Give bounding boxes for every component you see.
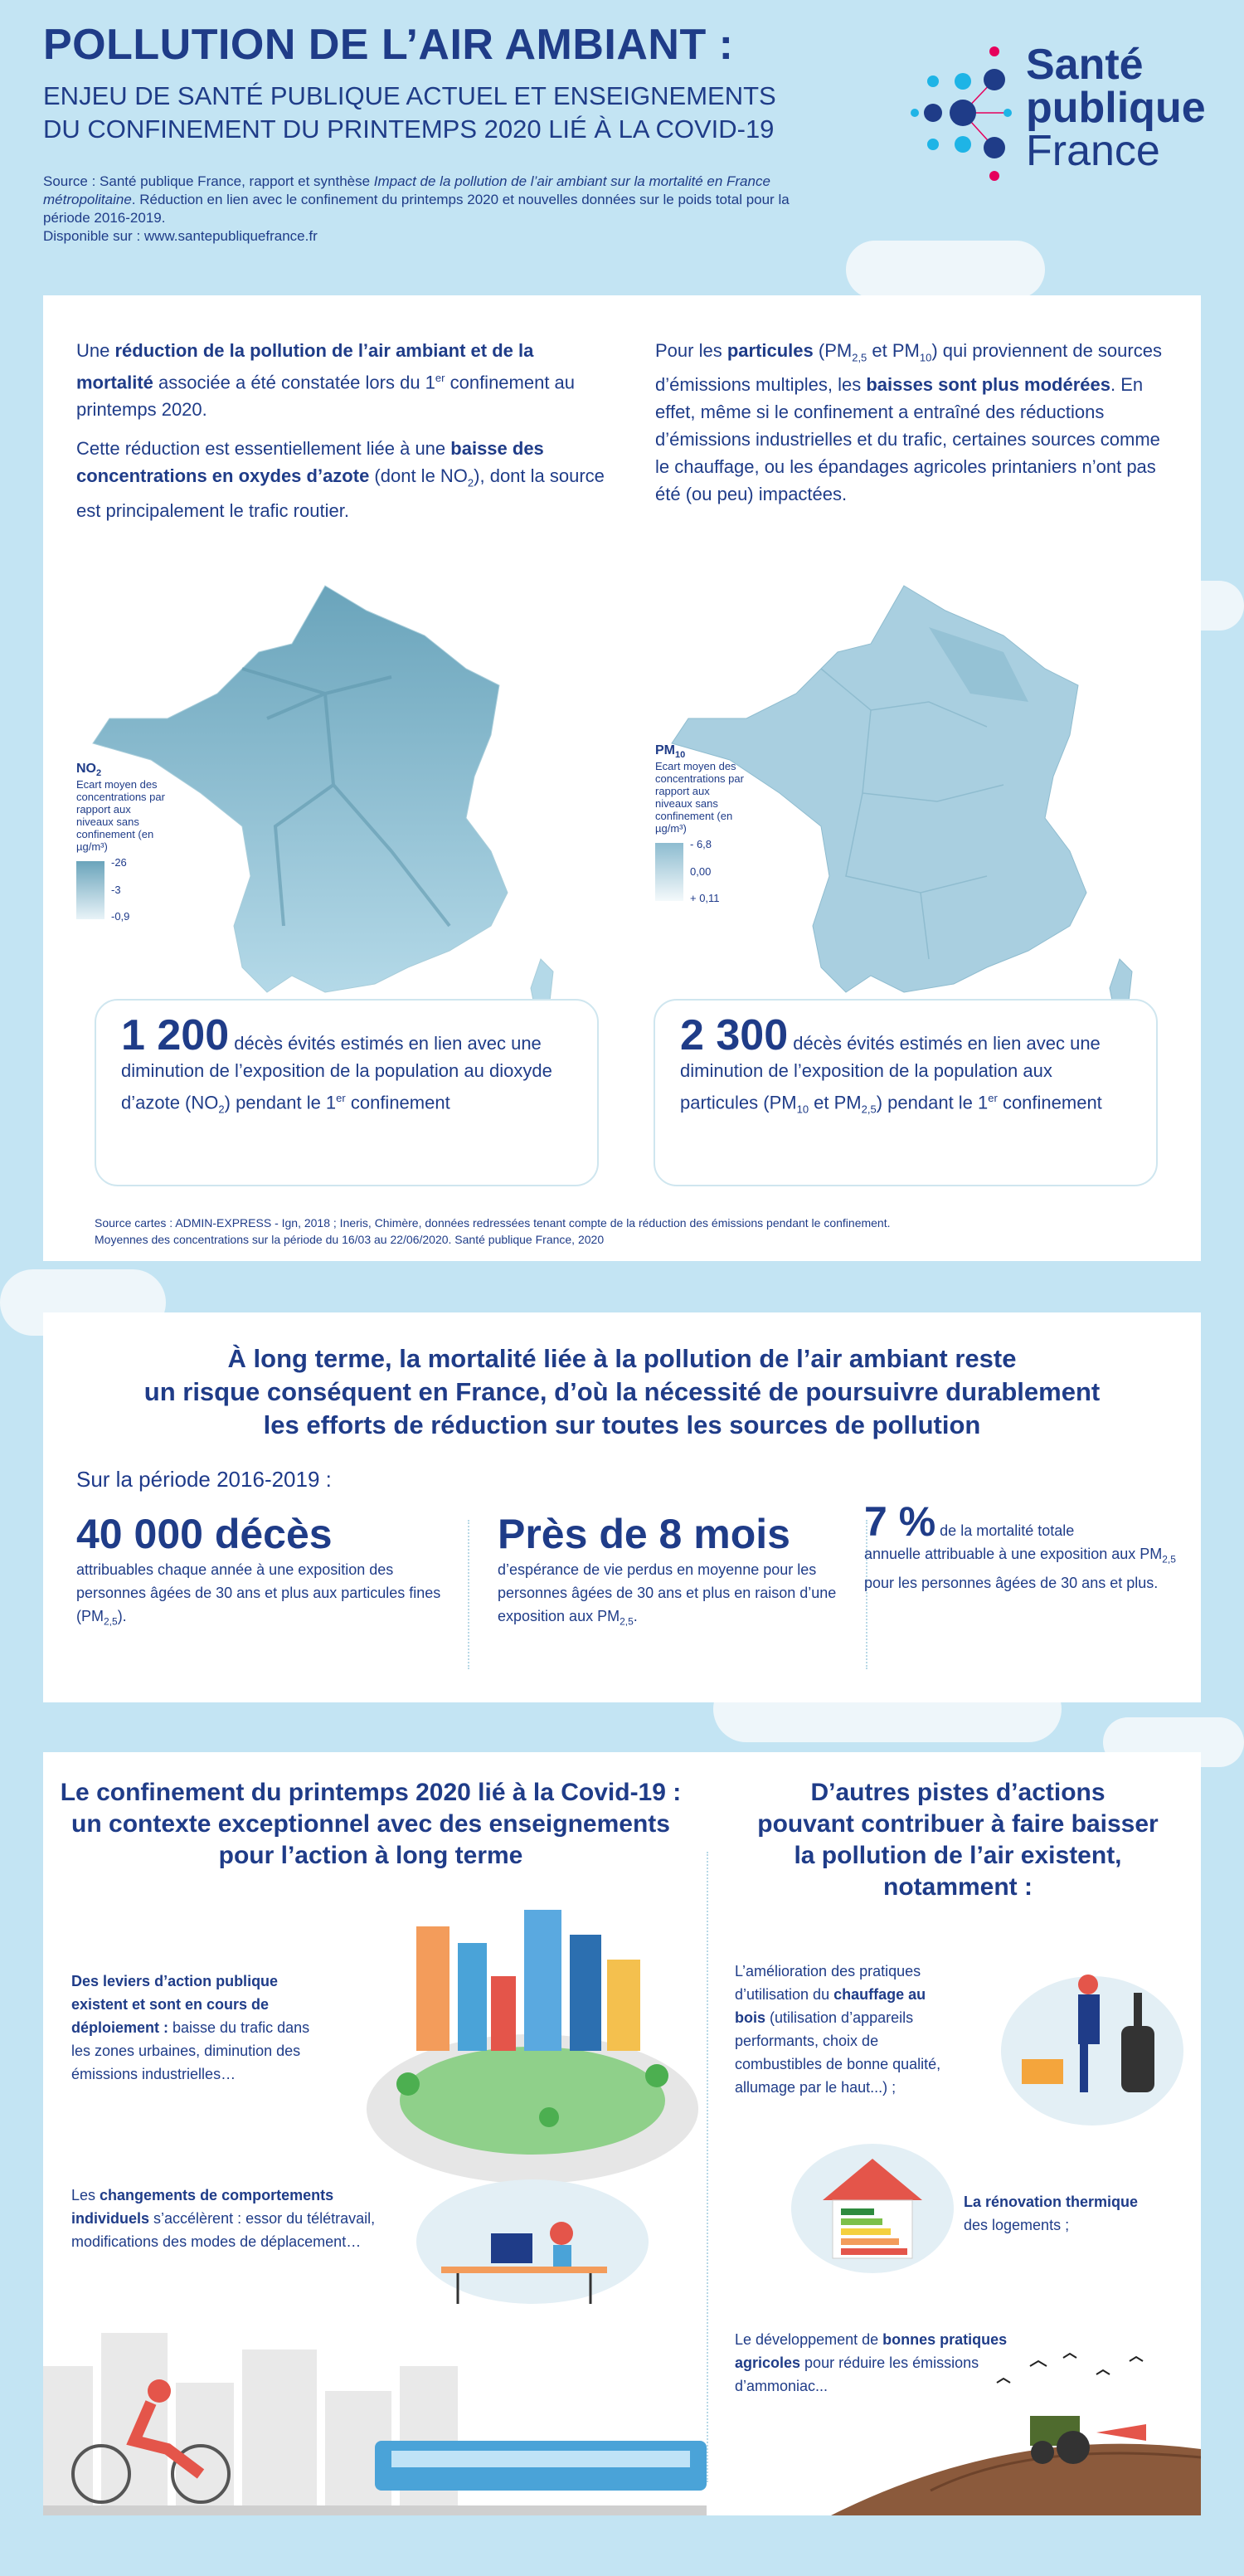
cyclist-and-tram-icon (43, 2316, 707, 2515)
sante-publique-france-logo (908, 32, 1207, 197)
text: décès évités estimés en lien avec une diminution de l’exposition de la population aux particules (PM (680, 1033, 1101, 1113)
text: ). (117, 1608, 127, 1624)
stat-number: 1 200 (121, 1011, 230, 1059)
legend-tick: + 0,11 (690, 892, 720, 905)
text-sub: 10 (796, 1103, 809, 1116)
title-line: pour l’action à long terme (218, 1842, 523, 1869)
stat-number: 2 300 (680, 1011, 789, 1059)
logo-line: Santé (1026, 41, 1144, 89)
stat-big: Près de 8 mois (498, 1511, 790, 1557)
thermal-renovation-item (964, 2190, 1204, 2237)
text: associée a été constatée lors du 1 (153, 372, 435, 393)
stat-big: 7 % (864, 1498, 936, 1545)
headline-line: les efforts de réduction sur toutes les sources de pollution (263, 1410, 981, 1439)
text-strong: baisse des concentrations en oxydes d’azote (76, 438, 544, 487)
legend-title (655, 743, 746, 760)
page-title: POLLUTION DE L’AIR AMBIANT : (43, 21, 734, 69)
section-confinement-impact (43, 295, 1201, 1261)
paragraph (76, 435, 607, 523)
legend-no2 (76, 762, 168, 923)
legend-title-text: PM (655, 743, 675, 757)
title-line: Le confinement du printemps 2020 lié à la Covid-19 : (60, 1779, 682, 1806)
page-subtitle (43, 80, 872, 146)
source-report-title: Impact de la pollution de l’air ambiant sur la mortalité en France métropolitaine (43, 173, 770, 207)
map-no2 (76, 577, 590, 1042)
tractor-field-illustration-icon (831, 2350, 1201, 2515)
behaviour-item (71, 2184, 403, 2253)
long-term-headline (43, 1342, 1201, 1442)
legend-title-sub: 10 (675, 750, 686, 761)
text: des logements ; (964, 2217, 1070, 2233)
stat-mortality-share (864, 1498, 1179, 1595)
text-sup: er (988, 1092, 998, 1104)
legend-title (76, 762, 168, 778)
logo-line: publique (1026, 84, 1206, 132)
map-caption (95, 1215, 1173, 1248)
title-line: pouvant contribuer à faire baisser (757, 1810, 1159, 1838)
text: attribuables chaque année à une exposition des personnes âgées de 30 ans et plus aux particules fines (PM (76, 1561, 441, 1624)
text: de la mortalité totale (935, 1522, 1075, 1539)
text: et PM (809, 1092, 862, 1113)
legend-title-sub: 2 (96, 768, 102, 779)
text-sub: 2,5 (620, 1615, 634, 1628)
text-sub: 2,5 (852, 351, 867, 364)
headline-line: un risque conséquent en France, d’où la nécessité de poursuivre durablement (143, 1377, 1101, 1406)
text: ) qui proviennent de sources d’émissions multiples, les (655, 340, 1162, 396)
text: annuelle attribuable à une exposition aux PM (864, 1546, 1163, 1562)
section-lessons (43, 1752, 1201, 2515)
telework-illustration-icon (408, 2175, 649, 2308)
text-strong: baisses sont plus modérées (866, 374, 1110, 396)
source-text: Source : Santé publique France, rapport et synthèse (43, 173, 374, 189)
source-link[interactable]: Disponible sur : www.santepubliquefrance.fr (43, 228, 318, 244)
logo-wordmark (1026, 43, 1206, 173)
divider (468, 1520, 469, 1669)
paragraph (655, 337, 1169, 508)
text-sup: er (336, 1092, 346, 1104)
text: Cette réduction est essentiellement liée à une (76, 438, 451, 460)
text: Une (76, 340, 115, 361)
text: d’espérance de vie perdus en moyenne pour les personnes âgées de 30 ans et plus en raison d’une exposition aux PM (498, 1561, 837, 1624)
text-sub: 2,5 (861, 1103, 877, 1116)
text: ), dont la source est principalement le trafic routier. (76, 465, 605, 521)
text: L’amélioration des pratiques d’utilisation du (735, 1963, 921, 2003)
city-illustration-icon (358, 1893, 707, 2192)
stat-deaths (76, 1510, 458, 1634)
stat-desc (498, 1558, 854, 1634)
text-sub: 2 (467, 476, 474, 489)
period-label: Sur la période 2016-2019 : (76, 1467, 332, 1492)
stat-desc (864, 1498, 1179, 1595)
text: (utilisation d’appareils performants, choix de combustibles de bonne qualité, allumage par le haut...) ; (735, 2009, 941, 2096)
title-line: un contexte exceptionnel avec des enseignements (71, 1810, 670, 1838)
headline-line: À long terme, la mortalité liée à la pollution de l’air ambiant reste (227, 1344, 1017, 1373)
text-strong: changements de comportements individuels (71, 2187, 334, 2227)
text-strong: chauffage au bois (735, 1986, 926, 2026)
legend-tick: - 6,8 (690, 838, 712, 851)
text-strong: particules (726, 340, 814, 361)
text-sub: 2 (218, 1103, 225, 1116)
house-energy-label-icon (790, 2142, 955, 2275)
text-strong: Des leviers d’action publique existent et sont en cours de déploiement : (71, 1973, 279, 2036)
stat-box-pm (654, 999, 1158, 1186)
subtitle-line: ENJEU DE SANTÉ PUBLIQUE ACTUEL ET ENSEIGNEMENTS (43, 81, 776, 110)
text: ) pendant le 1 (224, 1092, 337, 1113)
text: et PM (867, 340, 920, 361)
title-line: notamment : (883, 1873, 1033, 1901)
stat-desc (76, 1558, 458, 1634)
stat-big: 40 000 décès (76, 1511, 333, 1557)
stat-life-expectancy (498, 1510, 854, 1634)
legend-gradient (76, 861, 104, 919)
text: Les (71, 2187, 100, 2203)
map-pm10 (655, 577, 1169, 1042)
text: (dont le NO (369, 465, 468, 487)
text: . (633, 1608, 638, 1624)
text: pour réduire les émissions d’ammoniac... (735, 2354, 979, 2394)
text: . En effet, même si le confinement a entraîné des réductions d’émissions industrielles et du trafic, certaines sources comme le chauffage, ou les épandages agricoles printaniers n’ont pas été (ou peu) impactées. (655, 374, 1160, 505)
title-line: la pollution de l’air existent, (794, 1842, 1122, 1869)
logo-line: France (1026, 127, 1160, 175)
cloud-decoration (846, 241, 1045, 299)
text-sub: 10 (919, 351, 932, 364)
text: confinement au printemps 2020. (76, 372, 576, 421)
subtitle-line: DU CONFINEMENT DU PRINTEMPS 2020 LIÉ À LA COVID-19 (43, 114, 775, 144)
legend-tick: 0,00 (690, 864, 712, 878)
text-sub: 2,5 (104, 1615, 118, 1628)
divider (707, 1852, 708, 2482)
source-note (43, 173, 839, 246)
legend-pm10 (655, 743, 746, 904)
text: confinement (997, 1092, 1102, 1113)
legend-title-text: NO (76, 762, 96, 776)
legend-tick: -3 (111, 883, 121, 896)
title-line: D’autres pistes d’actions (810, 1779, 1106, 1806)
text: Pour les (655, 340, 727, 361)
legend-gradient (655, 843, 683, 901)
text: Le développement de (735, 2331, 883, 2348)
legend-scale (76, 856, 168, 923)
legend-tick: -0,9 (111, 910, 130, 923)
logo-dots-icon (908, 32, 1016, 197)
text-strong: réduction de la pollution de l’air ambiant et de la mortalité (76, 340, 534, 393)
other-actions-title (715, 1777, 1201, 1903)
text: décès évités estimés en lien avec une diminution de l’exposition de la population au dioxyde d’azote (NO (121, 1033, 552, 1113)
stat-text (121, 1011, 572, 1123)
source-text: . Réduction en lien avec le confinement du printemps 2020 et nouvelles données sur le poids total pour la période 2016-2019. (43, 192, 790, 226)
caption-line: Source cartes : ADMIN-EXPRESS - Ign, 2018 ; Ineris, Chimère, données redressées tenant compte de la réduction des émissions pendant le confinement. (95, 1216, 891, 1230)
legend-description: Ecart moyen des concentrations par rapport aux niveaux sans confinement (en µg/m³) (76, 778, 165, 854)
legend-tick: -26 (111, 856, 127, 869)
text: (PM (813, 340, 853, 361)
stat-box-no2 (95, 999, 599, 1186)
wood-heating-item (735, 1960, 959, 2099)
text: ) pendant le 1 (876, 1092, 989, 1113)
text: baisse du trafic dans les zones urbaines, diminution des émissions industrielles… (71, 2019, 310, 2082)
paragraph (76, 337, 607, 423)
text-sup: er (435, 372, 445, 384)
text-strong: La rénovation thermique (964, 2194, 1139, 2210)
lessons-title (43, 1777, 698, 1872)
wood-stove-illustration-icon (997, 1960, 1188, 2126)
text: s’accélèrent : essor du télétravail, modifications des modes de déplacement… (71, 2210, 376, 2250)
text-strong: bonnes pratiques agricoles (735, 2331, 1008, 2371)
caption-line: Moyennes des concentrations sur la période du 16/03 au 22/06/2020. Santé publique France, 2020 (95, 1233, 605, 1246)
stat-text (680, 1011, 1131, 1123)
lever-item (71, 1970, 320, 2086)
text: pour les personnes âgées de 30 ans et plus. (864, 1574, 1159, 1591)
section-long-term (43, 1312, 1201, 1702)
legend-description: Ecart moyen des concentrations par rapport aux niveaux sans confinement (en µg/m³) (655, 760, 744, 835)
text-sub: 2,5 (1162, 1553, 1176, 1566)
text: confinement (345, 1092, 450, 1113)
legend-scale (655, 838, 746, 905)
intro-right (655, 337, 1169, 508)
intro-left (76, 337, 607, 524)
